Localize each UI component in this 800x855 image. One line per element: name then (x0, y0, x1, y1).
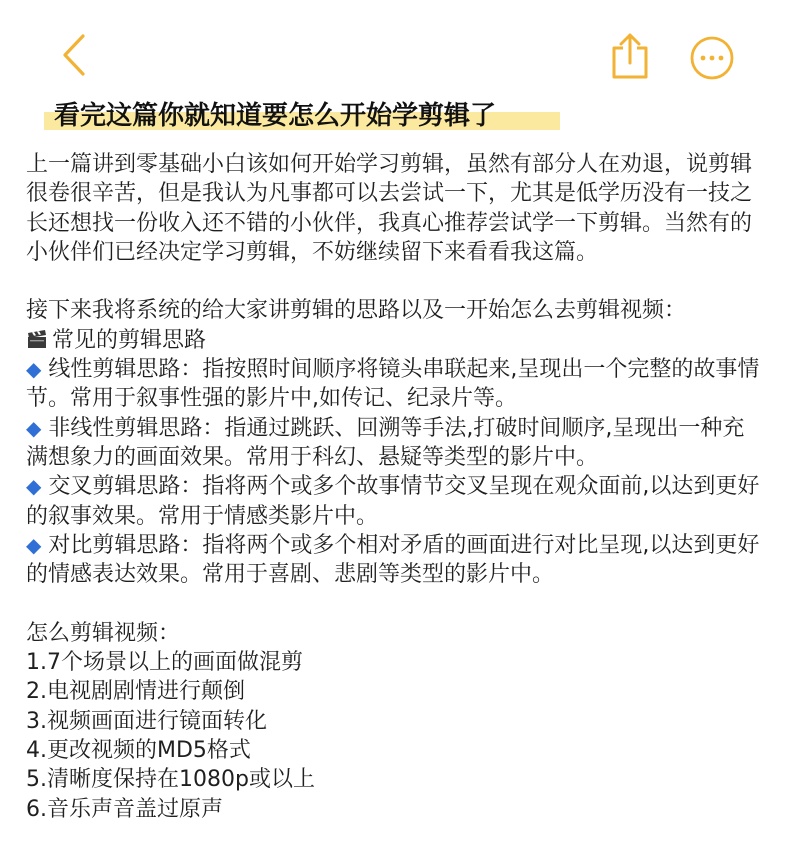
idea-text: 交叉剪辑思路：指将两个或多个故事情节交叉呈现在观众面前,以达到更好的叙事效果。常用于情感类影片中。 (26, 474, 760, 529)
ideas-heading: 常见的剪辑思路 (52, 327, 207, 353)
idea-item (26, 472, 766, 531)
idea-item (26, 355, 766, 414)
intro-paragraph: 上一篇讲到零基础小白该如何开始学习剪辑，虽然有部分人在劝退，说剪辑很卷很辛苦，但是我认为凡事都可以去尝试一下，尤其是低学历没有一技之长还想找一份收入还不错的小伙伴，我真心推荐尝试学一下剪辑。当然有的小伙伴们已经决定学习剪辑，不妨继续留下来看看我这篇。 (26, 152, 753, 265)
idea-text: 线性剪辑思路：指按照时间顺序将镜头串联起来,呈现出一个完整的故事情节。常用于叙事性强的影片中,如传记、纪录片等。 (26, 357, 760, 412)
idea-text: 对比剪辑思路：指将两个或多个相对矛盾的画面进行对比呈现,以达到更好的情感表达效果。常用于喜剧、悲剧等类型的影片中。 (26, 532, 760, 588)
clapperboard-icon (26, 328, 48, 350)
chevron-left-icon[interactable] (55, 30, 95, 80)
step-item: 1.7个场景以上的画面做混剪 (26, 650, 303, 676)
article-body (26, 150, 766, 824)
more-icon[interactable] (688, 34, 736, 82)
paragraph-spacer (26, 267, 766, 296)
howto-heading: 怎么剪辑视频： (26, 620, 181, 646)
step-item: 4.更改视频的MD5格式 (26, 737, 251, 763)
blue-diamond-icon: ◆ (26, 415, 42, 440)
ideas-heading-line (26, 326, 766, 355)
step-item: 6.音乐声音盖过原声 (26, 796, 223, 822)
step-item: 2.电视剧剧情进行颠倒 (26, 679, 245, 705)
section-intro: 接下来我将系统的给大家讲剪辑的思路以及一开始怎么去剪辑视频： (26, 298, 687, 324)
share-icon[interactable] (606, 30, 654, 82)
idea-text: 非线性剪辑思路：指通过跳跃、回溯等手法,打破时间顺序,呈现出一种充满想象力的画面效果。常用于科幻、悬疑等类型的影片中。 (26, 415, 745, 470)
step-item: 5.清晰度保持在1080p或以上 (26, 767, 315, 793)
step-item: 3.视频画面进行镜面转化 (26, 708, 267, 734)
top-navigation-bar (0, 0, 800, 100)
blue-diamond-icon: ◆ (26, 532, 42, 557)
article-title: 看完这篇你就知道要怎么开始学剪辑了 (54, 101, 497, 131)
idea-item (26, 531, 766, 590)
blue-diamond-icon: ◆ (26, 357, 42, 382)
blue-diamond-icon: ◆ (26, 474, 42, 499)
paragraph-spacer (26, 589, 766, 618)
idea-item (26, 414, 766, 473)
article-title-block (44, 96, 496, 136)
